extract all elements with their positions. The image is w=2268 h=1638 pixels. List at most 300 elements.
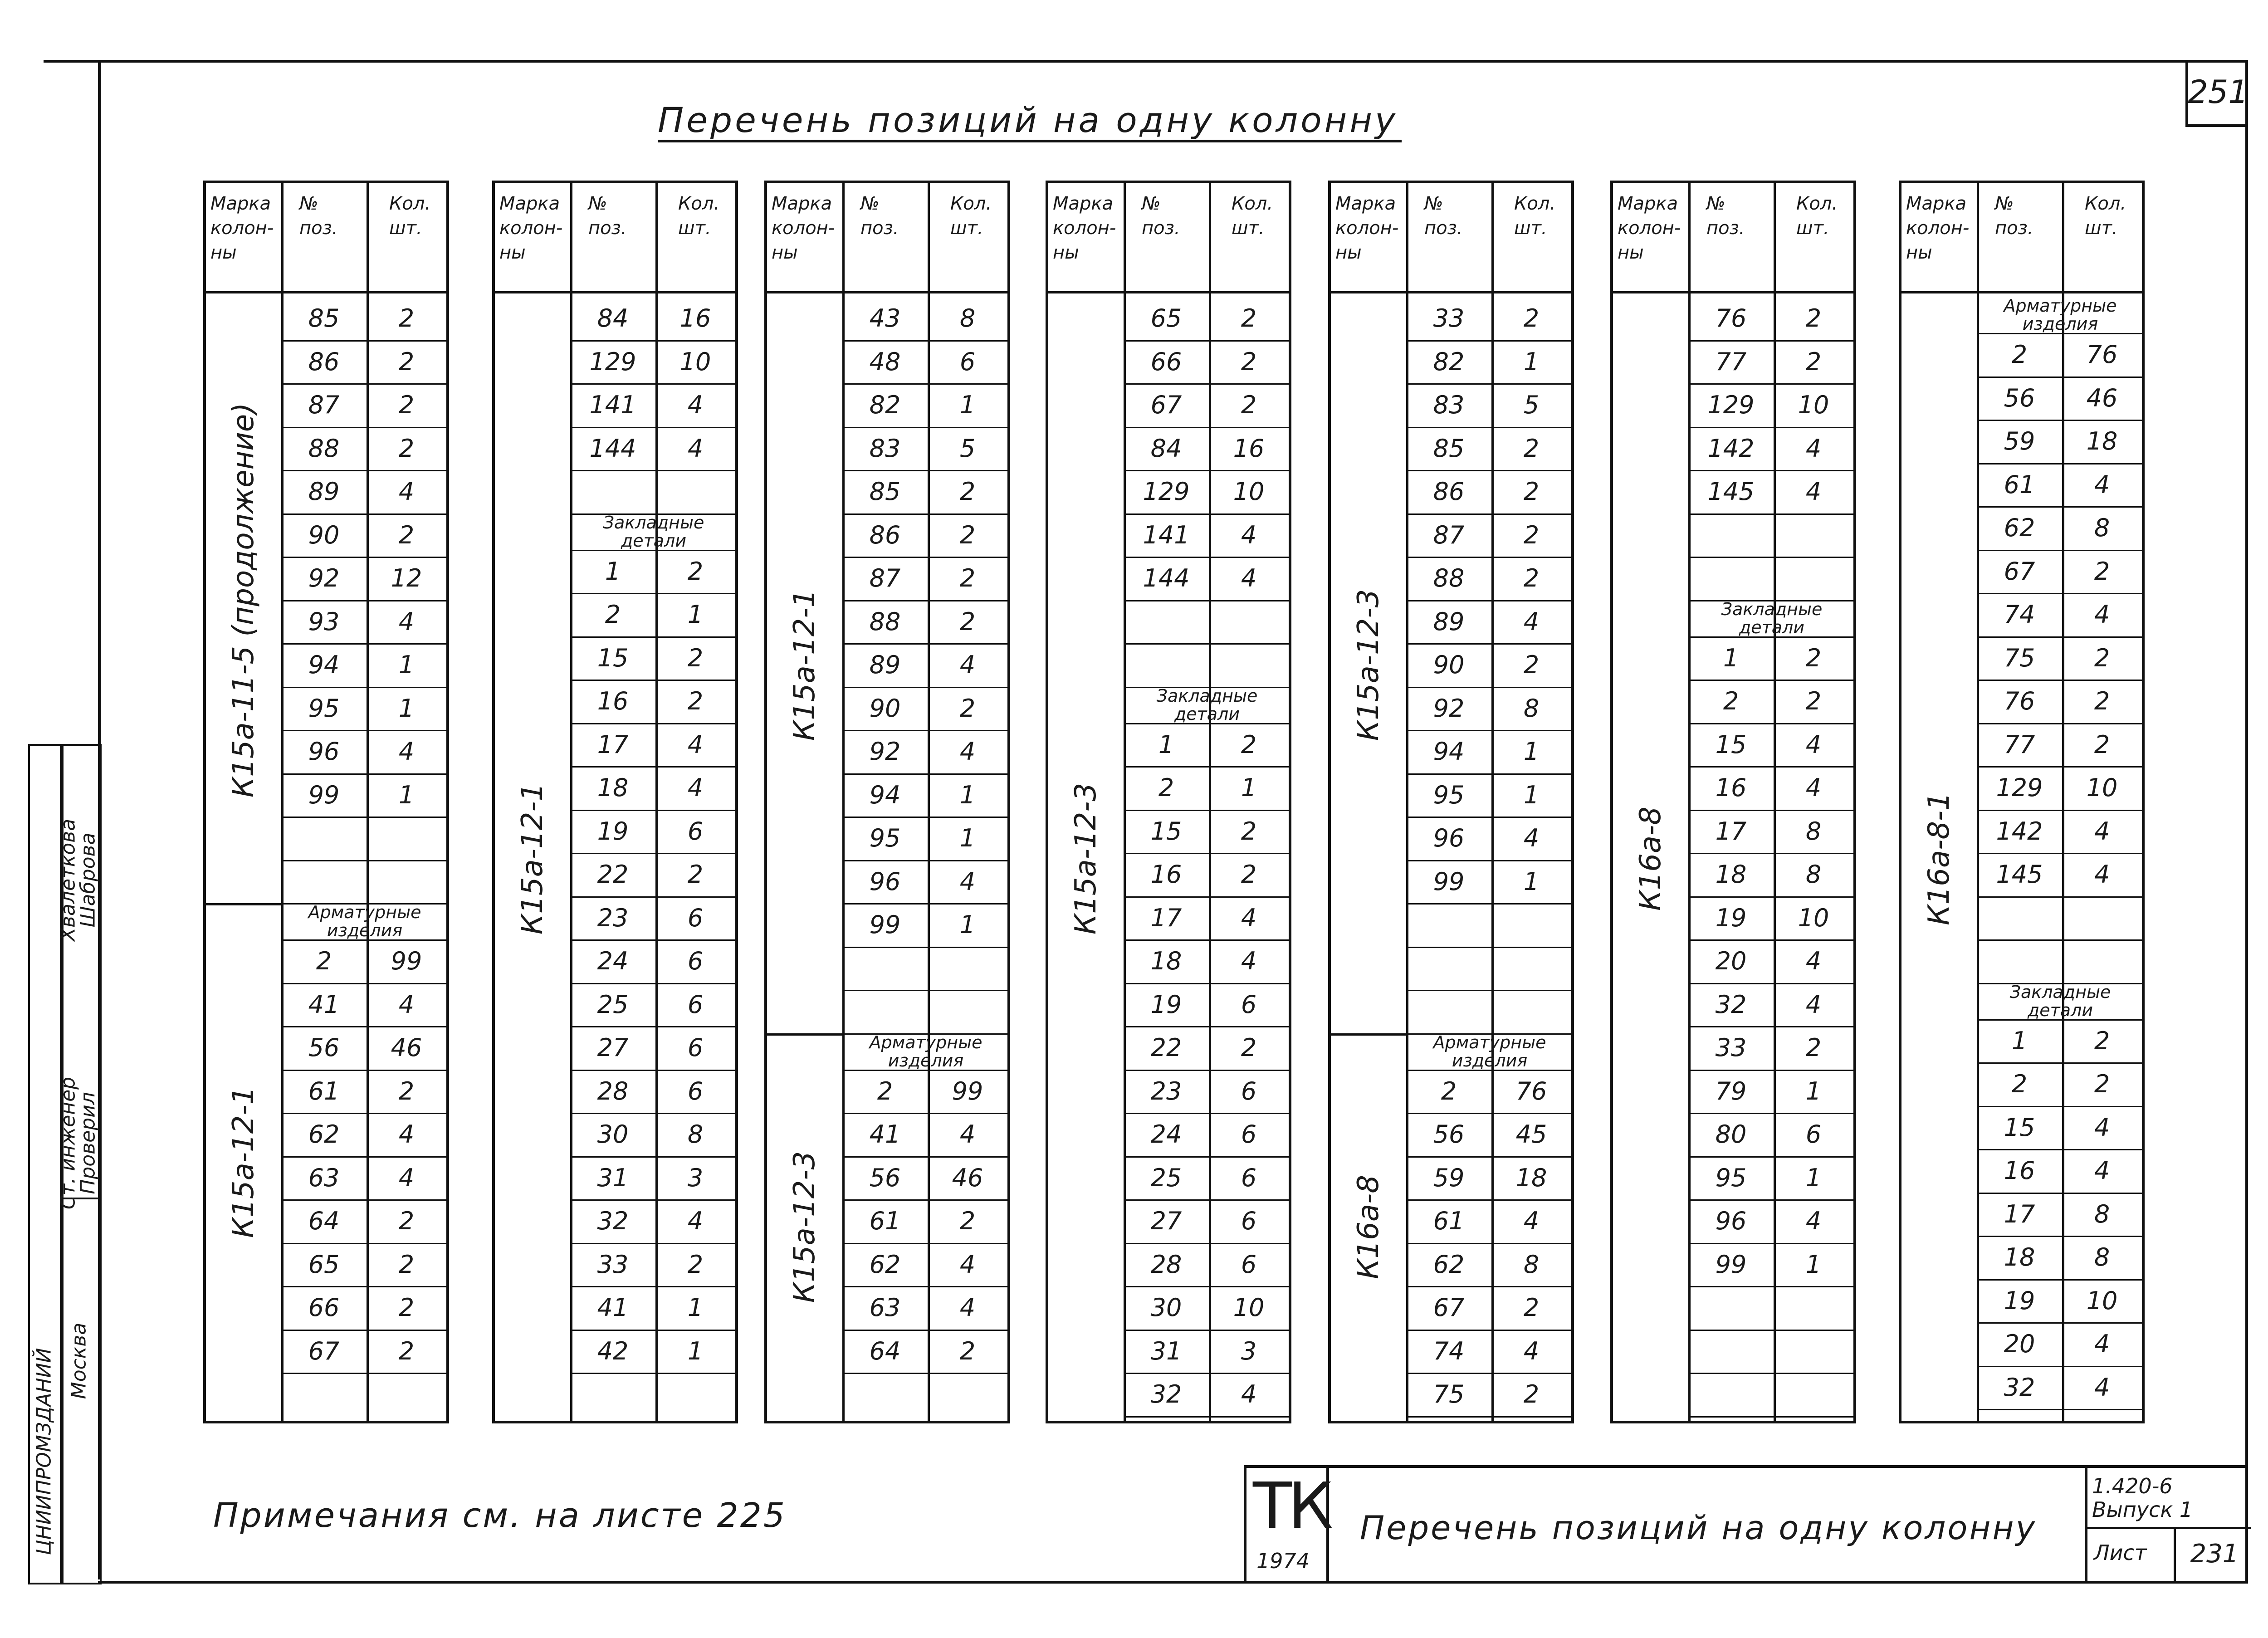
position-number: 76 [2004, 687, 2035, 715]
row-divider [1688, 1330, 1853, 1331]
quantity: 1 [398, 694, 415, 723]
row-divider [842, 643, 1007, 645]
quantity: 4 [959, 1250, 976, 1279]
row-divider [1124, 810, 1289, 811]
position-number: 2 [2011, 340, 2028, 369]
header-mark: Марка колон- ны [499, 193, 563, 263]
position-number: 59 [2004, 427, 2035, 455]
position-number: 24 [1150, 1120, 1182, 1149]
row-divider [1688, 983, 1853, 984]
quantity: 1 [1805, 1250, 1822, 1279]
quantity: 1 [959, 824, 976, 852]
quantity: 4 [1805, 477, 1822, 506]
quantity: 2 [1523, 564, 1540, 592]
position-number: 20 [2004, 1330, 2035, 1358]
position-number: 86 [869, 520, 901, 549]
row-divider [281, 643, 446, 645]
quantity: 4 [959, 1120, 976, 1149]
quantity: 4 [1241, 520, 1257, 549]
row-divider [1124, 1373, 1289, 1374]
position-number: 85 [869, 477, 901, 506]
quantity: 1 [1241, 773, 1257, 802]
column-mark: К15а-12-1 [516, 782, 549, 935]
position-number: 41 [597, 1293, 629, 1322]
row-divider [570, 1243, 735, 1244]
header-mark: Марка колон- ны [772, 193, 835, 263]
position-number: 94 [869, 780, 901, 809]
position-number: 32 [2004, 1373, 2035, 1402]
position-number: 16 [1150, 860, 1182, 889]
position-number: 15 [1715, 730, 1747, 759]
quantity: 1 [687, 1336, 704, 1365]
quantity: 1 [398, 780, 415, 809]
position-number: 66 [308, 1293, 340, 1322]
position-number: 32 [597, 1207, 629, 1235]
position-number: 18 [597, 773, 629, 802]
position-number: 2 [1158, 773, 1174, 802]
position-number: 1 [1158, 730, 1174, 759]
quantity: 2 [959, 477, 976, 506]
row-divider [1977, 723, 2142, 724]
header-divider [1901, 291, 2142, 293]
header-divider [1613, 291, 1853, 293]
row-divider [281, 470, 446, 471]
header-divider [206, 291, 446, 293]
row-divider [842, 687, 1007, 688]
row-divider [1124, 1199, 1289, 1201]
quantity: 2 [398, 434, 415, 463]
row-divider [1688, 1026, 1853, 1027]
quantity: 1 [959, 910, 976, 939]
tk-logo: ТК [1253, 1469, 1330, 1543]
position-number: 92 [869, 737, 901, 766]
position-number: 24 [597, 947, 629, 975]
row-divider [1124, 853, 1289, 854]
row-divider [570, 593, 735, 594]
row-divider [842, 340, 1007, 342]
row-divider [281, 513, 446, 515]
quantity: 4 [2094, 1373, 2110, 1402]
quantity: 99 [952, 1076, 983, 1105]
row-divider [570, 896, 735, 898]
quantity: 6 [1241, 1120, 1257, 1149]
position-number: 2 [877, 1076, 893, 1105]
row-divider [1124, 896, 1289, 898]
row-divider [1124, 383, 1289, 385]
position-number: 96 [1715, 1207, 1747, 1235]
position-number: 82 [869, 391, 901, 419]
position-number: 19 [2004, 1286, 2035, 1315]
row-divider [1124, 340, 1289, 342]
quantity: 2 [959, 1336, 976, 1365]
row-divider [842, 903, 1007, 905]
quantity: 2 [1805, 643, 1822, 672]
header-mark: Марка колон- ны [1335, 193, 1399, 263]
series-info [2092, 1474, 2193, 1521]
row-divider [1688, 383, 1853, 385]
row-divider [1124, 939, 1289, 941]
quantity: 8 [2094, 1199, 2110, 1228]
position-number: 95 [1715, 1163, 1747, 1192]
quantity: 4 [398, 1120, 415, 1149]
quantity: 76 [1515, 1076, 1547, 1105]
column-mark: К15а-12-1 [788, 589, 821, 741]
row-divider [281, 687, 446, 688]
header-pos: № поз. [299, 193, 338, 239]
row-divider [842, 730, 1007, 731]
row-divider [842, 427, 1007, 428]
quantity: 2 [1523, 477, 1540, 506]
row-divider [1124, 470, 1289, 471]
position-number: 83 [869, 434, 901, 463]
position-number: 17 [1715, 817, 1747, 846]
row-divider [842, 1243, 1007, 1244]
row-divider [281, 983, 446, 984]
position-number: 84 [597, 304, 629, 332]
position-number: 41 [869, 1120, 901, 1149]
row-divider [1406, 1373, 1571, 1374]
quantity: 6 [687, 817, 704, 846]
quantity: 4 [687, 730, 704, 759]
quantity: 1 [959, 391, 976, 419]
position-number: 15 [1150, 817, 1182, 846]
position-number: 96 [308, 737, 340, 766]
quantity: 4 [1805, 434, 1822, 463]
group-label-divider [842, 1070, 1007, 1071]
quantity: 8 [2094, 1243, 2110, 1271]
row-divider [1124, 557, 1289, 558]
row-divider [1977, 1106, 2142, 1107]
quantity: 6 [1241, 1076, 1257, 1105]
quantity: 2 [398, 1336, 415, 1365]
quantity: 10 [2086, 1286, 2118, 1315]
position-number: 56 [2004, 383, 2035, 412]
row-divider [842, 1330, 1007, 1331]
quantity: 2 [1241, 730, 1257, 759]
position-number: 88 [869, 607, 901, 636]
row-divider [842, 860, 1007, 861]
quantity: 3 [687, 1163, 704, 1192]
quantity: 10 [1798, 391, 1829, 419]
page-title: Перечень позиций на одну колонну [658, 100, 1398, 140]
quantity: 2 [398, 347, 415, 376]
position-number: 15 [2004, 1113, 2035, 1142]
quantity: 1 [687, 1293, 704, 1322]
column-mark: К15а-12-3 [1069, 782, 1103, 935]
quantity: 4 [1523, 607, 1540, 636]
row-divider [1977, 1409, 2142, 1410]
row-divider [570, 470, 735, 471]
row-divider [842, 817, 1007, 818]
position-number: 62 [308, 1120, 340, 1149]
header-mark: Марка колон- ны [1618, 193, 1681, 263]
row-divider [1406, 1330, 1571, 1331]
row-divider [1688, 1113, 1853, 1114]
quantity: 4 [1523, 824, 1540, 852]
row-divider [1688, 896, 1853, 898]
position-number: 56 [308, 1033, 340, 1062]
position-number: 32 [1150, 1380, 1182, 1408]
row-divider [1406, 1113, 1571, 1114]
position-number: 96 [869, 867, 901, 896]
row-divider [1406, 903, 1571, 905]
row-divider [842, 383, 1007, 385]
quantity: 4 [959, 1293, 976, 1322]
position-number: 89 [1433, 607, 1465, 636]
row-divider [281, 557, 446, 558]
row-divider [1124, 427, 1289, 428]
column-divider [2062, 183, 2064, 1421]
position-number: 23 [1150, 1076, 1182, 1105]
row-divider [1124, 600, 1289, 601]
row-divider [281, 340, 446, 342]
position-number: 88 [308, 434, 340, 463]
row-divider [281, 1026, 446, 1027]
position-number: 59 [1433, 1163, 1465, 1192]
group-label: Арматурные изделия [308, 902, 421, 940]
quantity: 2 [1805, 1033, 1822, 1062]
row-divider [1406, 340, 1571, 342]
row-divider [570, 1113, 735, 1114]
position-number: 129 [1996, 773, 2043, 802]
group-label: Закладные детали [1156, 685, 1258, 724]
quantity: 2 [2094, 1070, 2110, 1098]
position-number: 67 [308, 1336, 340, 1365]
header-divider [495, 291, 735, 293]
position-number: 28 [1150, 1250, 1182, 1279]
row-divider [281, 427, 446, 428]
position-number: 90 [308, 520, 340, 549]
row-divider [1406, 860, 1571, 861]
position-number: 18 [1150, 947, 1182, 975]
position-number: 17 [2004, 1199, 2035, 1228]
row-divider [1688, 340, 1853, 342]
row-divider [1977, 1236, 2142, 1237]
position-number: 61 [1433, 1207, 1465, 1235]
quantity: 6 [1241, 1163, 1257, 1192]
quantity: 4 [1805, 947, 1822, 975]
position-number: 99 [1715, 1250, 1747, 1279]
position-number: 63 [869, 1293, 901, 1322]
quantity: 4 [398, 1163, 415, 1192]
column-divider [1977, 183, 1979, 1421]
position-number: 33 [597, 1250, 629, 1279]
quantity: 12 [391, 564, 422, 592]
position-number: 95 [869, 824, 901, 852]
quantity: 3 [1241, 1336, 1257, 1365]
row-divider [1406, 643, 1571, 645]
header-qty: Кол. шт. [1796, 193, 1838, 239]
row-divider [1406, 557, 1571, 558]
column-mark: К16а-8 [1634, 807, 1667, 911]
row-divider [1688, 680, 1853, 681]
row-divider [1406, 470, 1571, 471]
header-mark: Марка колон- ны [210, 193, 274, 263]
quantity: 2 [959, 564, 976, 592]
quantity: 4 [398, 607, 415, 636]
quantity: 2 [687, 1250, 704, 1279]
group-label: Закладные детали [1721, 599, 1823, 637]
position-number: 42 [597, 1336, 629, 1365]
position-number: 87 [869, 564, 901, 592]
position-number: 19 [1715, 903, 1747, 932]
position-number: 75 [2004, 643, 2035, 672]
section-divider [767, 1033, 842, 1036]
header-qty: Кол. шт. [678, 193, 720, 239]
issue-number: Выпуск 1 [2092, 1497, 2193, 1522]
column-mark: К15а-11-5 (продолжение) [227, 402, 260, 797]
row-divider [842, 990, 1007, 991]
row-divider [570, 340, 735, 342]
quantity: 6 [1241, 990, 1257, 1019]
group-label-divider [570, 550, 735, 551]
position-number: 74 [1433, 1336, 1465, 1365]
quantity: 2 [398, 1250, 415, 1279]
row-divider [1977, 810, 2142, 811]
row-divider [1124, 1243, 1289, 1244]
quantity: 8 [1805, 860, 1822, 889]
header-mark: Марка колон- ны [1906, 193, 1970, 263]
quantity: 8 [687, 1120, 704, 1149]
row-divider [570, 1286, 735, 1287]
group-label: Закладные детали [2009, 982, 2111, 1020]
row-divider [1688, 1286, 1853, 1287]
stamp-name-2: Шаброва [76, 832, 100, 928]
position-number: 67 [2004, 557, 2035, 586]
quantity: 1 [1805, 1076, 1822, 1105]
quantity: 4 [398, 737, 415, 766]
row-divider [1406, 817, 1571, 818]
row-divider [1977, 939, 2142, 941]
stamp-org: ЦНИИПРОМЗДАНИЙ [32, 1348, 56, 1555]
frame-top-border [44, 60, 2248, 63]
row-divider [1688, 470, 1853, 471]
quantity: 4 [2094, 600, 2110, 629]
position-number: 99 [1433, 867, 1465, 896]
row-divider [1688, 1243, 1853, 1244]
position-number: 63 [308, 1163, 340, 1192]
position-number: 27 [597, 1033, 629, 1062]
position-number: 1 [1723, 643, 1739, 672]
position-number: 31 [1150, 1336, 1182, 1365]
quantity: 4 [2094, 1113, 2110, 1142]
quantity: 6 [1805, 1120, 1822, 1149]
series-number: 1.420-6 [2092, 1474, 2173, 1498]
position-table [1899, 181, 2145, 1423]
quantity: 2 [1241, 347, 1257, 376]
column-mark: К15а-12-1 [227, 1086, 260, 1238]
quantity: 4 [1241, 564, 1257, 592]
row-divider [281, 773, 446, 775]
quantity: 4 [959, 650, 976, 679]
position-number: 87 [1433, 520, 1465, 549]
quantity: 8 [1523, 1250, 1540, 1279]
position-number: 144 [1143, 564, 1190, 592]
quantity: 4 [1241, 947, 1257, 975]
position-number: 32 [1715, 990, 1747, 1019]
row-divider [1124, 1330, 1289, 1331]
row-divider [570, 383, 735, 385]
row-divider [1406, 1243, 1571, 1244]
row-divider [1124, 1026, 1289, 1027]
quantity: 2 [398, 1293, 415, 1322]
group-label: Арматурные изделия [1433, 1032, 1546, 1071]
quantity: 2 [959, 607, 976, 636]
quantity: 2 [2094, 643, 2110, 672]
position-number: 2 [1441, 1076, 1457, 1105]
quantity: 4 [687, 391, 704, 419]
quantity: 2 [2094, 687, 2110, 715]
position-table [492, 181, 738, 1423]
row-divider [842, 1199, 1007, 1201]
side-stamp [28, 744, 98, 1581]
row-divider [1688, 1373, 1853, 1374]
position-number: 75 [1433, 1380, 1465, 1408]
row-divider [570, 1156, 735, 1158]
quantity: 2 [398, 1207, 415, 1235]
tk-year: 1974 [1256, 1549, 1310, 1573]
position-number: 62 [2004, 513, 2035, 542]
position-number: 77 [1715, 347, 1747, 376]
quantity: 76 [2086, 340, 2118, 369]
row-divider [570, 939, 735, 941]
position-number: 144 [589, 434, 636, 463]
row-divider [842, 1156, 1007, 1158]
position-number: 87 [308, 391, 340, 419]
row-divider [1688, 1070, 1853, 1071]
quantity: 2 [2094, 557, 2110, 586]
row-divider [1124, 1113, 1289, 1114]
position-number: 94 [308, 650, 340, 679]
position-table [1610, 181, 1856, 1423]
group-label: Арматурные изделия [869, 1032, 982, 1071]
quantity: 2 [959, 1207, 976, 1235]
position-number: 19 [597, 817, 629, 846]
row-divider [1406, 1416, 1571, 1418]
row-divider [1688, 766, 1853, 768]
position-number: 74 [2004, 600, 2035, 629]
header-mark: Марка колон- ны [1053, 193, 1116, 263]
quantity: 4 [687, 434, 704, 463]
row-divider [1977, 853, 2142, 854]
position-number: 62 [1433, 1250, 1465, 1279]
title-block [1244, 1465, 2245, 1581]
position-number: 64 [308, 1207, 340, 1235]
row-divider [1406, 1199, 1571, 1201]
position-number: 23 [597, 903, 629, 932]
header-pos: № поз. [1142, 193, 1180, 239]
row-divider [1977, 550, 2142, 551]
row-divider [281, 383, 446, 385]
position-number: 84 [1150, 434, 1182, 463]
row-divider [281, 1373, 446, 1374]
header-divider [767, 291, 1007, 293]
position-table [203, 181, 449, 1423]
row-divider [1124, 983, 1289, 984]
position-number: 20 [1715, 947, 1747, 975]
group-label: Закладные детали [603, 512, 704, 551]
sheet-value: 231 [2174, 1527, 2253, 1581]
row-divider [842, 1113, 1007, 1114]
row-divider [1977, 896, 2142, 898]
row-divider [1406, 773, 1571, 775]
position-number: 141 [589, 391, 636, 419]
position-number: 77 [2004, 730, 2035, 759]
position-number: 85 [1433, 434, 1465, 463]
quantity: 4 [1805, 1207, 1822, 1235]
column-mark: К15а-12-3 [1352, 589, 1385, 741]
row-divider [1977, 1062, 2142, 1064]
